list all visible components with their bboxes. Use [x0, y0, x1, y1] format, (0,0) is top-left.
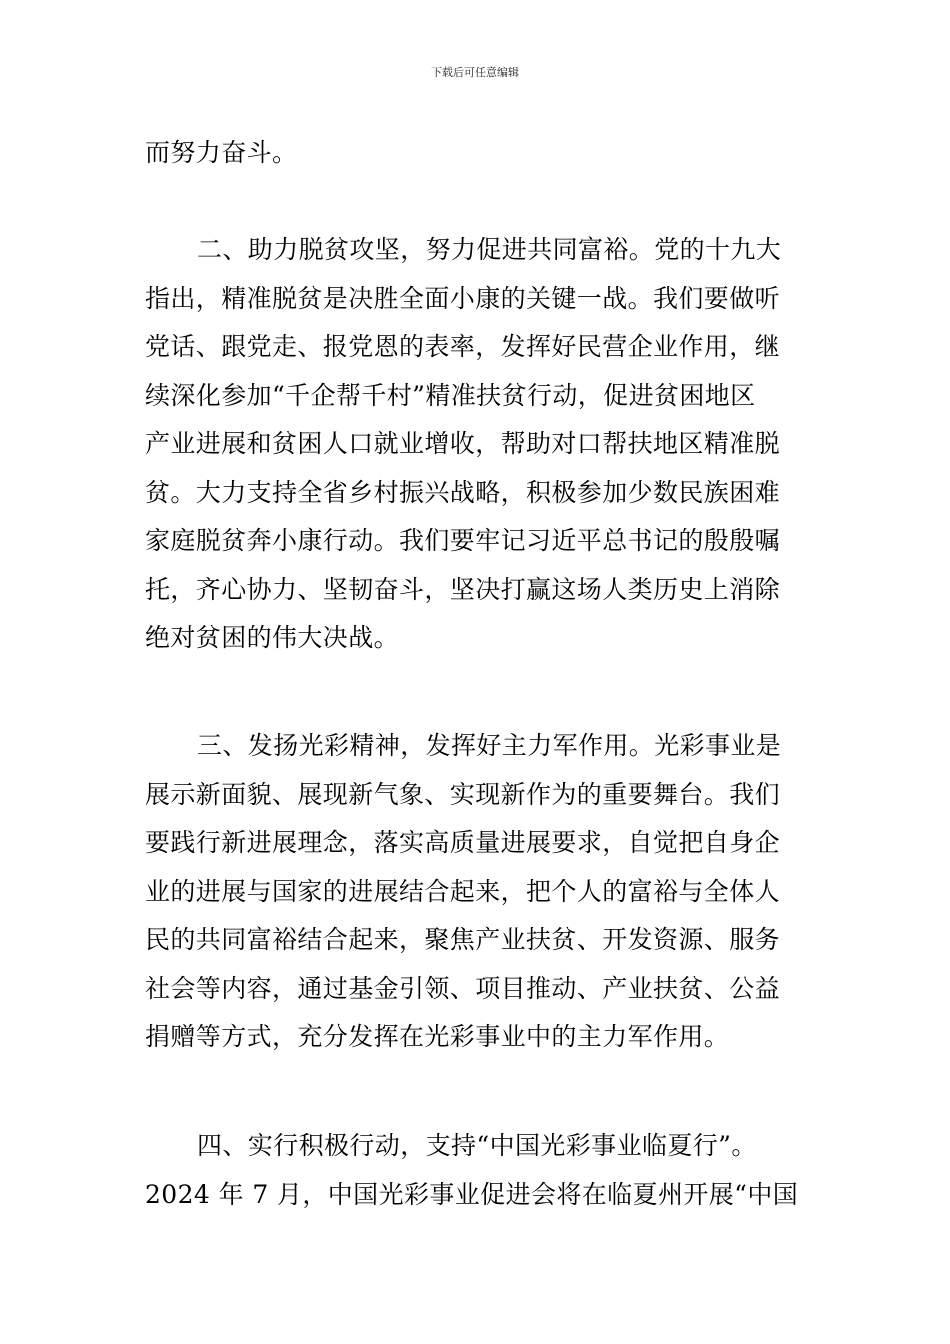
text-line: 四、实行积极行动，支持“中国光彩事业临夏行”。 — [197, 1131, 757, 1160]
text-line: 三、发扬光彩精神，发挥好主力军作用。光彩事业是 — [197, 731, 782, 760]
text-line: 党话、跟党走、报党恩的表率，发挥好民营企业作用，继 — [145, 332, 781, 361]
text-line: 指出，精准脱贫是决胜全面小康的关键一战。我们要做听 — [145, 283, 781, 313]
paragraph-guangcai-spirit — [145, 722, 815, 1062]
text-line: 展示新面貌、展现新气象、实现新作为的重要舞台。我们 — [145, 779, 781, 809]
paragraph-continued — [145, 129, 815, 178]
text-line: 贫。大力支持全省乡村振兴战略，积极参加少数民族困难 — [145, 477, 781, 507]
text-line: 2024 年 7 月，中国光彩事业促进会将在临夏州开展“中国 — [145, 1179, 799, 1209]
text-line: 而努力奋斗。 — [145, 138, 298, 167]
text-line: 产业进展和贫困人口就业增收，帮助对口帮扶地区精准脱 — [145, 429, 781, 458]
text-line: 二、助力脱贫攻坚，努力促进共同富裕。党的十九大 — [197, 235, 782, 264]
text-line: 社会等内容，通过基金引领、项目推动、产业扶贫、公益 — [145, 973, 781, 1003]
text-line: 家庭脱贫奔小康行动。我们要牢记习近平总书记的殷殷嘱 — [145, 526, 781, 555]
text-line: 民的共同富裕结合起来，聚焦产业扶贫、开发资源、服务 — [145, 925, 781, 954]
paragraph-poverty-alleviation — [145, 226, 815, 663]
text-line: 要践行新进展理念，落实高质量进展要求，自觉把自身企 — [145, 828, 781, 857]
text-line: 托，齐心协力、坚韧奋斗，坚决打赢这场人类历史上消除 — [145, 574, 781, 604]
paragraph-active-action — [145, 1122, 815, 1219]
page-header: 下载后可任意编辑 — [431, 66, 519, 79]
text-line: 绝对贫困的伟大决战。 — [145, 623, 400, 652]
text-line: 续深化参加“千企帮千村”精准扶贫行动，促进贫困地区 — [145, 380, 756, 410]
text-line: 捐赠等方式，充分发挥在光彩事业中的主力军作用。 — [145, 1022, 730, 1051]
text-line: 业的进展与国家的进展结合起来，把个人的富裕与全体人 — [145, 876, 781, 906]
